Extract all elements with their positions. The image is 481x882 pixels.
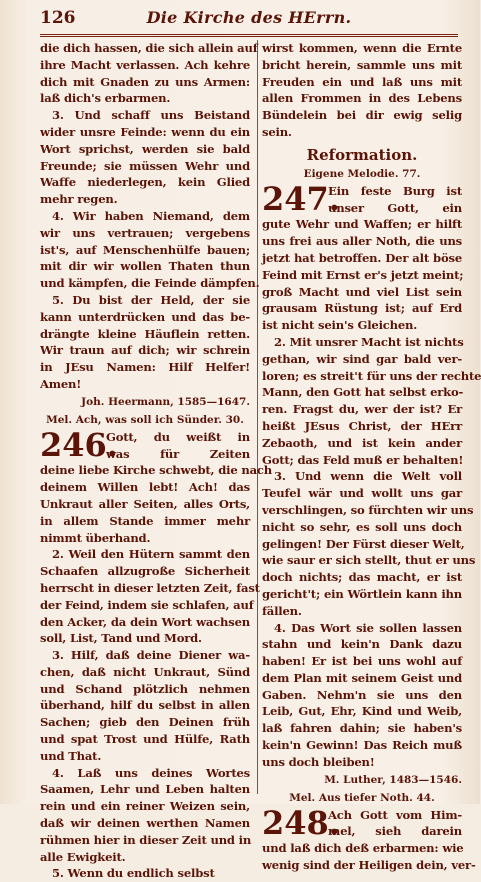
left-top-lines: [40, 40, 260, 393]
hymn-line: Feind mit Ernst er's jetzt meint;: [262, 267, 464, 282]
hymn-line: gericht't; ein Wörtlein kann ihn: [262, 586, 462, 601]
hymn-line: und kämpfen, die Feinde dämpfen.: [40, 276, 260, 291]
hymn-line: nimmt überhand.: [40, 530, 151, 545]
hymn-line: dem Plan mit seinem Geist und: [262, 670, 462, 685]
hymn-number: 248.: [262, 803, 340, 842]
running-title: Die Kirche des HErrn.: [146, 8, 352, 27]
hymn-line: chen, daß nicht Unkraut, Sünd: [40, 664, 250, 679]
hymn-line: uns frei aus aller Noth, die uns: [262, 234, 462, 249]
hymn-line: grausam Rüstung ist; auf Erd: [262, 301, 462, 316]
hymn-line: fällen.: [262, 603, 302, 618]
hymn-line: mit dir wir wollen Thaten thun: [40, 259, 250, 274]
hymn-line: wir uns vertrauen; vergebens: [40, 225, 250, 240]
hymn-line: doch nichts; das macht, er ist: [262, 570, 462, 585]
hymn-line: Wort sprichst, werden sie bald: [40, 141, 250, 156]
hymn-line: deinem Willen lebt! Ach! das: [40, 480, 250, 495]
hymn-line: wirst kommen, wenn die Ernte: [262, 41, 462, 55]
hymn-line: loren; es streit't für uns der rechte: [262, 368, 481, 383]
hymn-line: ihre Macht verlassen. Ach kehre: [40, 57, 250, 72]
hymn-line: Freunde; sie müssen Wehr und: [40, 158, 250, 173]
hymn-line: 4. Wir haben Niemand, dem: [52, 208, 250, 223]
hymn-line: Gott; das Feld muß er behalten!: [262, 452, 464, 467]
hymn-248-body: [262, 840, 476, 874]
hymn-line: gethan, wir sind gar bald ver-: [262, 351, 462, 366]
melody-indication: Mel. Aus tiefer Noth. 44.: [289, 791, 435, 804]
hymn-line: soll, List, Tand und Mord.: [40, 631, 202, 646]
hymn-line: der Feind, indem sie schlafen, auf: [40, 597, 254, 612]
hymn-line: kein'n Gewinn! Das Reich muß: [262, 738, 462, 753]
hymn-line: ist's, auf Menschenhülfe bauen;: [40, 242, 250, 257]
hymn-line: Freuden ein und laß uns mit: [262, 74, 462, 89]
hymn-line: Ach Gott vom Him-: [328, 807, 462, 822]
hymn-line: Teufel wär und wollt uns gar: [262, 486, 462, 501]
hymn-line: bricht herein, sammle uns mit: [262, 57, 462, 72]
hymn-line: 3. Und schaff uns Beistand: [52, 108, 250, 123]
hymn-line: und laß dich deß erbarmen: wie: [262, 841, 464, 856]
hymn-line: Saamen, Lehr und Leben halten: [40, 782, 250, 797]
hymn-line: gelingen! Der Fürst dieser Welt,: [262, 536, 465, 551]
hymn-line: mel, sieh darein: [328, 824, 462, 839]
hymn-line: wenig sind der Heiligen dein, ver-: [262, 858, 476, 873]
hymn-number: 246.: [40, 425, 118, 464]
hymn-line: 4. Das Wort sie sollen lassen: [274, 620, 462, 635]
hymn-line: herrscht in dieser letzten Zeit, fast: [40, 580, 260, 595]
hymn-line: die dich hassen, die sich allein auf: [40, 41, 258, 55]
hymn-line: Waffe niederlegen, kein Glied: [40, 175, 250, 190]
hymn-line: mehr regen.: [40, 192, 118, 207]
hymn-line: Wir traun auf dich; wir schrein: [40, 343, 250, 358]
hymn-246-start: [40, 425, 250, 464]
author-credit: M. Luther, 1483—1546.: [324, 773, 462, 786]
hymn-line: haben! Er ist bei uns wohl auf: [262, 654, 462, 669]
hymn-line: Schaafen allzugroße Sicherheit: [40, 564, 250, 579]
header-rule: [40, 34, 458, 37]
hymn-line: allen Frommen in des Lebens: [262, 91, 462, 106]
hymn-line: deine liebe Kirche schwebt, die nach: [40, 463, 272, 478]
section-title: Reformation.: [306, 145, 418, 164]
hymn-line: 2. Weil den Hütern sammt den: [52, 547, 250, 562]
hymn-247-start: [262, 179, 462, 218]
hymn-line: 5. Du bist der Held, der sie: [52, 292, 250, 307]
hymn-line: in JEsu Namen: Hilf Helfer!: [40, 360, 250, 375]
hymn-line: in allem Stande immer mehr: [40, 513, 250, 528]
hymn-line: Leib, Gut, Ehr, Kind und Weib,: [262, 704, 462, 719]
hymn-line: drängte kleine Häuflein retten.: [40, 326, 250, 341]
hymn-line: rein und ein reiner Weizen sein,: [40, 799, 250, 814]
hymn-line: laß fahren dahin; sie haben's: [262, 721, 462, 736]
hymn-line: Bündelein bei dir ewig selig: [262, 108, 462, 123]
left-column: [40, 40, 272, 881]
hymn-line: Ein feste Burg ist: [328, 183, 462, 198]
page-number: 126: [40, 8, 76, 28]
hymn-line: Mann, den Gott hat selbst erko-: [262, 385, 464, 400]
hymn-number: 247.: [262, 179, 340, 218]
hymn-line: heißt JEsus Christ, der HErr: [262, 418, 462, 433]
hymn-line: gute Wehr und Waffen; er hilft: [262, 217, 462, 232]
hymn-line: und That.: [40, 748, 102, 763]
hymn-line: uns doch bleiben!: [262, 754, 375, 769]
hymn-line: dich mit Gnaden zu uns Armen:: [40, 74, 250, 89]
right-column: [262, 40, 481, 873]
hymn-line: was für Zeiten: [106, 446, 250, 461]
hymn-line: groß Macht und viel List sein: [262, 284, 462, 299]
hymn-line: Unkraut aller Seiten, alles Orts,: [40, 496, 250, 511]
hymn-line: Sachen; gieb den Deinen früh: [40, 715, 250, 730]
hymn-line: rühmen hier in dieser Zeit und in: [40, 832, 252, 847]
hymn-247-body: [262, 216, 481, 770]
hymn-line: 3. Und wenn die Welt voll: [274, 469, 462, 484]
hymn-line: ist nicht sein's Gleichen.: [262, 318, 418, 333]
hymn-line: kann unterdrücken und das be-: [40, 309, 250, 324]
running-head: [40, 6, 458, 32]
column-divider: [257, 40, 258, 794]
hymn-line: daß wir deinen werthen Namen: [40, 816, 250, 831]
hymn-line: wie saur er sich stellt, thut er uns: [262, 553, 476, 568]
hymn-line: 4. Laß uns deines Wortes: [52, 765, 250, 780]
hymn-line: Gott, du weißt in: [106, 429, 250, 444]
hymn-line: verschlingen, so fürchten wir uns: [262, 502, 474, 517]
hymn-line: 3. Hilf, daß deine Diener wa-: [52, 648, 250, 663]
hymn-246-body: [40, 462, 272, 882]
hymn-line: und Schand plötzlich nehmen: [40, 681, 250, 696]
author-credit: Joh. Heermann, 1585—1647.: [81, 395, 250, 408]
right-top-lines: [262, 40, 462, 141]
hymn-line: Gaben. Nehm'n sie uns den: [262, 687, 462, 702]
hymn-line: alle Ewigkeit.: [40, 849, 126, 864]
hymn-248-start: [262, 803, 462, 842]
melody-indication: Eigene Melodie. 77.: [303, 167, 421, 180]
hymn-line: überhand, hilf du selbst in allen: [40, 698, 250, 713]
hymn-line: 2. Mit unsrer Macht ist nichts: [274, 334, 464, 349]
hymn-line: stahn und kein'n Dank dazu: [262, 637, 462, 652]
hymn-line: sein.: [262, 124, 292, 139]
melody-indication: Mel. Ach, was soll ich Sünder. 30.: [46, 413, 244, 426]
hymn-line: ren. Fragst du, wer der ist? Er: [262, 402, 462, 417]
hymn-line: unser Gott, ein: [328, 200, 462, 215]
hymn-line: nicht so sehr, es soll uns doch: [262, 519, 462, 534]
hymn-line: den Acker, da dein Wort wachsen: [40, 614, 250, 629]
hymn-line: und spat Trost und Hülfe, Rath: [40, 732, 250, 747]
hymn-line: laß dich's erbarmen.: [40, 91, 171, 106]
hymn-line: Amen!: [40, 376, 82, 391]
hymn-line: jetzt hat betroffen. Der alt böse: [262, 250, 462, 265]
hymn-line: wider unsre Feinde: wenn du ein: [40, 124, 250, 139]
hymn-line: Zebaoth, und ist kein ander: [262, 435, 462, 450]
hymn-line: 5. Wenn du endlich selbst: [52, 866, 215, 881]
